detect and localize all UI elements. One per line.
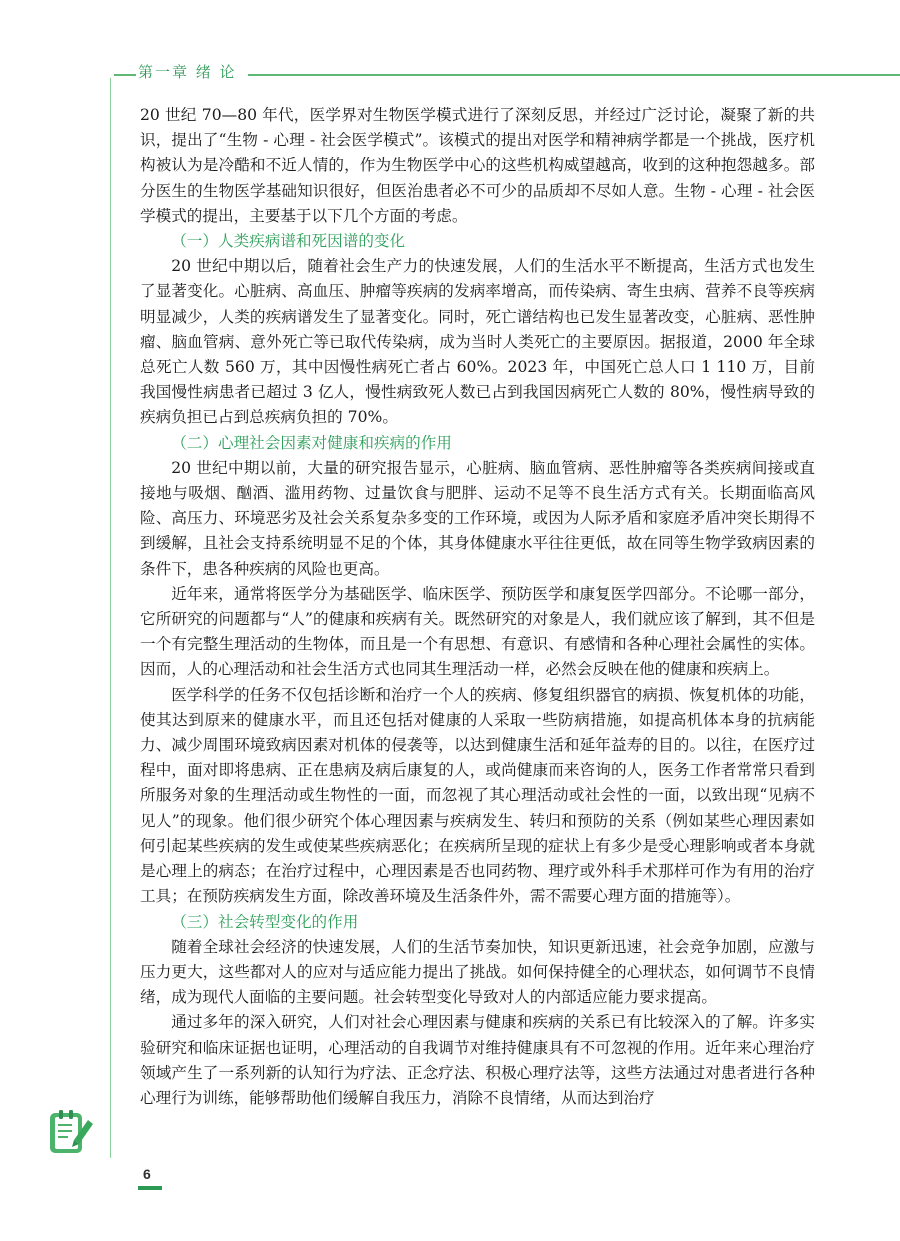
paragraph-4: 医学科学的任务不仅包括诊断和治疗一个人的疾病、修复组织器官的病损、恢复机体的功能，使其达到原来的健康水平，而且还包括对健康的人采取一些防病措施，如提高机体本身的抗病能力、减少周围环境致病因素对机体的侵袭等，以达到健康生活和延年益寿的目的。以往，在医疗过程中，面对即将患病、正在患病及病后康复的人，或尚健康而来咨询的人，医务工作者常常只看到所服务对象的生理活动或生物性的一面，而忽视了其心理活动或社会性的一面，以致出现“见病不见人”的现象。他们很少研究个体心理因素与疾病发生、转归和预防的关系（例如某些心理因素如何引起某些疾病的发生或使某些疾病恶化；在疾病所呈现的症状上有多少是受心理影响或者本身就是心理上的病态；在治疗过程中，心理因素是否也同药物、理疗或外科手术那样可作为有用的治疗工具；在预防疾病发生方面，除改善环境及生活条件外，需不需要心理方面的措施等）。 bbox=[140, 685, 815, 906]
footer-bar bbox=[138, 1186, 162, 1190]
notebook-pencil-icon bbox=[48, 1108, 94, 1156]
page-number: 6 bbox=[143, 1166, 151, 1182]
margin-rule bbox=[110, 78, 111, 1158]
page-body bbox=[140, 103, 815, 1111]
paragraph-5: 随着全球社会经济的快速发展，人们的生活节奏加快，知识更新迅速，社会竞争加剧，应激与压力更大，这些都对人的应对与适应能力提出了挑战。如何保持健全的心理状态，如何调节不良情绪，成为现代人面临的主要问题。社会转型变化导致对人的内部适应能力要求提高。 bbox=[140, 937, 815, 1007]
paragraph-3: 近年来，通常将医学分为基础医学、临床医学、预防医学和康复医学四部分。不论哪一部分，它所研究的问题都与“人”的健康和疾病有关。既然研究的对象是人，我们就应该了解到，其不但是一个有完整生理活动的生物体，而且是一个有思想、有意识、有感情和各种心理社会属性的实体。因而，人的心理活动和社会生活方式也同其生理活动一样，必然会反映在他的健康和疾病上。 bbox=[140, 584, 815, 679]
paragraph-1: 20 世纪中期以后，随着社会生产力的快速发展，人们的生活水平不断提高，生活方式也发生了显著变化。心脏病、高血压、肿瘤等疾病的发病率增高，而传染病、寄生虫病、营养不良等疾病明显减少，人类的疾病谱发生了显著变化。同时，死亡谱结构也已发生显著改变，心脏病、恶性肿瘤、脑血管病、意外死亡等已取代传染病，成为当时人类死亡的主要原因。据报道，2000 年全球总死亡人数 560 万，其中因慢性病死亡者占 60%。2023 年，中国死亡总人口 1 110 万，目前我国慢性病患者已超过 3 亿人，慢性病致死人数已占到我国因病死亡人数的 80%，慢性病导致的疾病负担已占到总疾病负担的 70%。 bbox=[140, 257, 815, 427]
paragraph-6: 通过多年的深入研究，人们对社会心理因素与健康和疾病的关系已有比较深入的了解。许多实验研究和临床证据也证明，心理活动的自我调节对维持健康具有不可忽视的作用。近年来心理治疗领域产生了一系列新的认知行为疗法、正念疗法、积极心理疗法等，这些方法通过对患者进行各种心理行为训练，能够帮助他们缓解自我压力，消除不良情绪，从而达到治疗 bbox=[140, 1013, 815, 1107]
chapter-title: 第一章 绪 论 bbox=[138, 63, 237, 81]
header-rule-left bbox=[114, 74, 136, 76]
intro-paragraph: 20 世纪 70—80 年代，医学界对生物医学模式进行了深刻反思，并经过广泛讨论，凝聚了新的共识，提出了“生物 - 心理 - 社会医学模式”。该模式的提出对医学和精神病学都是一个挑战，医疗机构被认为是冷酷和不近人情的，作为生物医学中心的这些机构威望越高，收到的这种抱怨越多。部分医生的生物医学基础知识很好，但医治患者必不可少的品质却不尽如人意。生物 - 心理 - 社会医学模式的提出，主要基于以下几个方面的考虑。 bbox=[140, 106, 815, 225]
section-heading-2: （二）心理社会因素对健康和疾病的作用 bbox=[171, 433, 452, 452]
header-rule-right bbox=[248, 74, 900, 76]
paragraph-2: 20 世纪中期以前，大量的研究报告显示，心脏病、脑血管病、恶性肿瘤等各类疾病间接或直接地与吸烟、酗酒、滥用药物、过量饮食与肥胖、运动不足等不良生活方式有关。长期面临高风险、高压力、环境恶劣及社会关系复杂多变的工作环境，或因为人际矛盾和家庭矛盾冲突长期得不到缓解，且社会支持系统明显不足的个体，其身体健康水平往往更低，故在同等生物学致病因素的条件下，患各种疾病的风险也更高。 bbox=[140, 458, 815, 578]
section-heading-1: （一）人类疾病谱和死因谱的变化 bbox=[171, 232, 406, 251]
section-heading-3: （三）社会转型变化的作用 bbox=[171, 912, 359, 931]
